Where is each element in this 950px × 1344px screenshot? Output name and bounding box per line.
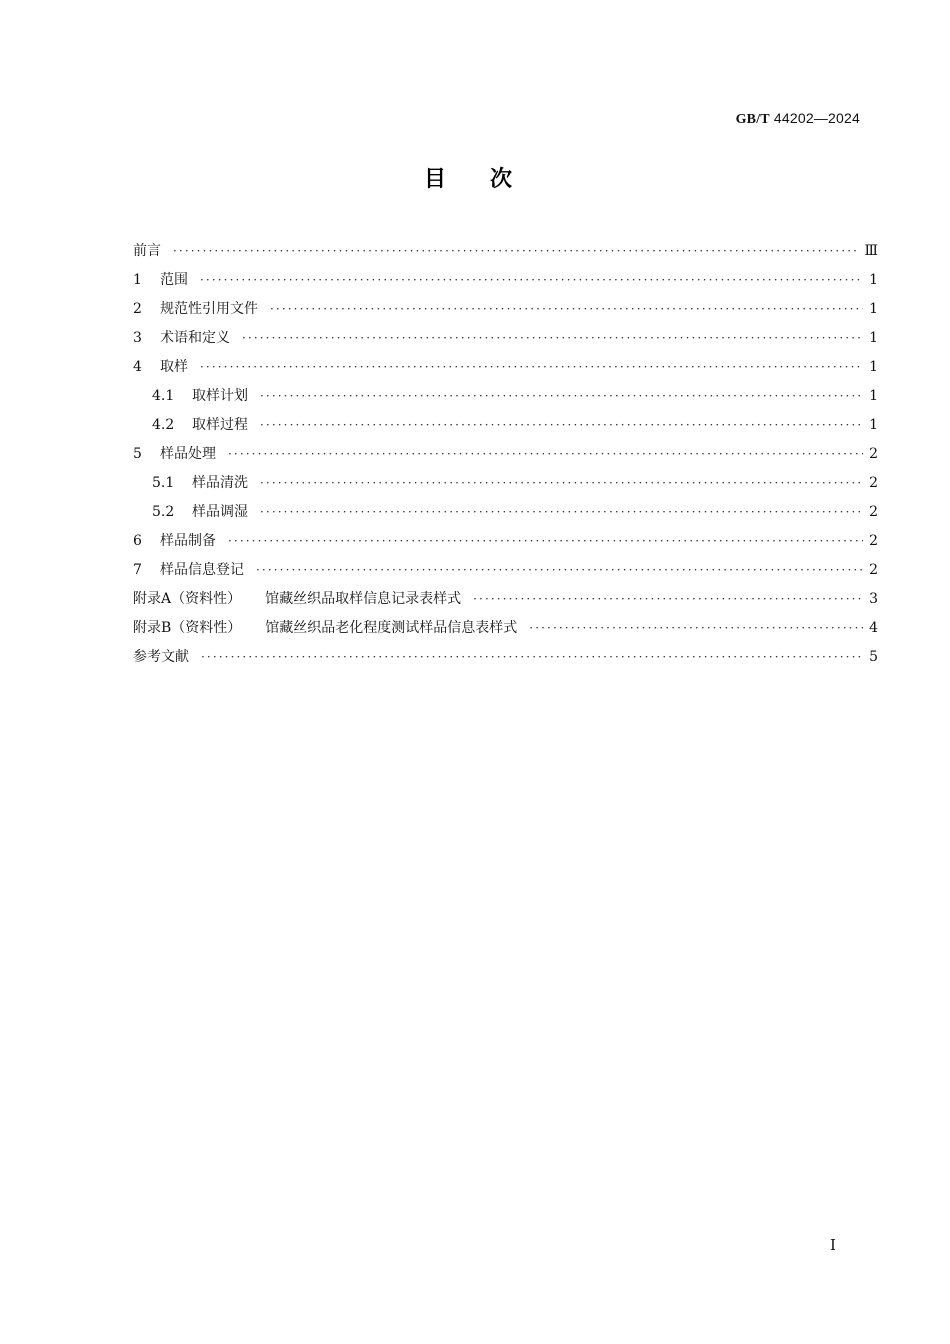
toc-page-number: 4 — [869, 620, 878, 636]
toc-page-number: 2 — [869, 504, 878, 520]
dot-leader — [228, 534, 863, 548]
toc-entry-3[interactable] — [133, 327, 878, 356]
toc-section-number: 5.2 — [152, 504, 175, 520]
toc-label: 样品信息登记 — [160, 562, 244, 578]
toc-page-number: 2 — [869, 562, 878, 578]
toc-entry-2[interactable] — [133, 298, 878, 327]
toc-section-number: 4.2 — [152, 417, 175, 433]
toc-entry-references[interactable] — [133, 646, 878, 675]
toc-label: 样品清洗 — [192, 475, 248, 491]
toc-label: 参考文献 — [133, 649, 189, 665]
dot-leader — [173, 244, 858, 258]
dot-leader — [242, 331, 863, 345]
toc-entry-5-2[interactable] — [133, 501, 878, 530]
toc-appendix-title: 馆藏丝织品取样信息记录表样式 — [265, 591, 462, 607]
toc-section-number: 7 — [133, 562, 142, 578]
toc-label: 样品处理 — [160, 446, 216, 462]
page-title: 目次 — [423, 167, 556, 192]
dot-leader — [473, 592, 863, 606]
toc-entry-5[interactable] — [133, 443, 878, 472]
toc-section-number: 4 — [133, 359, 142, 375]
toc-entry-4-2[interactable] — [133, 414, 878, 443]
toc-label: 范围 — [160, 272, 188, 288]
toc-label: 附录B（资料性） — [133, 620, 242, 636]
toc-page-number: 5 — [869, 649, 878, 665]
page-number: Ⅰ — [830, 1236, 836, 1254]
dot-leader — [270, 302, 863, 316]
toc-section-number: 1 — [133, 272, 142, 288]
toc-page-number: 1 — [869, 359, 878, 375]
dot-leader — [260, 476, 863, 490]
toc-page-number: 1 — [869, 417, 878, 433]
toc-page-number: 2 — [869, 475, 878, 491]
toc-section-number: 2 — [133, 301, 142, 317]
toc-section-number: 6 — [133, 533, 142, 549]
toc-label: 规范性引用文件 — [160, 301, 258, 317]
standard-prefix: GB/T — [735, 112, 770, 127]
toc-page-number: 1 — [869, 272, 878, 288]
dot-leader — [200, 360, 863, 374]
toc-entry-4-1[interactable] — [133, 385, 878, 414]
toc-entry-7[interactable] — [133, 559, 878, 588]
toc-section-number: 4.1 — [152, 388, 175, 404]
toc-entry-foreword[interactable] — [133, 240, 878, 269]
toc-section-number: 5 — [133, 446, 142, 462]
table-of-contents — [133, 240, 878, 675]
dot-leader — [529, 621, 863, 635]
toc-page-number: 1 — [869, 388, 878, 404]
toc-label: 样品制备 — [160, 533, 216, 549]
toc-section-number: 5.1 — [152, 475, 175, 491]
toc-page-number: Ⅲ — [864, 243, 878, 259]
standard-number — [736, 110, 860, 128]
toc-appendix-title: 馆藏丝织品老化程度测试样品信息表样式 — [265, 620, 518, 636]
toc-label: 取样过程 — [192, 417, 248, 433]
standard-code: 44202—2024 — [769, 110, 860, 126]
dot-leader — [200, 273, 863, 287]
toc-page-number: 3 — [869, 591, 878, 607]
dot-leader — [260, 389, 863, 403]
toc-entry-1[interactable] — [133, 269, 878, 298]
dot-leader — [201, 650, 863, 664]
toc-label: 附录A（资料性） — [133, 591, 242, 607]
dot-leader — [228, 447, 863, 461]
toc-page-number: 2 — [869, 533, 878, 549]
toc-label: 前言 — [133, 243, 161, 259]
toc-entry-appendix-a[interactable] — [133, 588, 878, 617]
dot-leader — [260, 505, 863, 519]
toc-entry-5-1[interactable] — [133, 472, 878, 501]
toc-label: 样品调湿 — [192, 504, 248, 520]
toc-label: 术语和定义 — [160, 330, 230, 346]
toc-page-number: 2 — [869, 446, 878, 462]
dot-leader — [260, 418, 863, 432]
toc-entry-appendix-b[interactable] — [133, 617, 878, 646]
toc-page-number: 1 — [869, 301, 878, 317]
toc-page-number: 1 — [869, 330, 878, 346]
toc-label: 取样计划 — [192, 388, 248, 404]
dot-leader — [256, 563, 863, 577]
toc-section-number: 3 — [133, 330, 142, 346]
toc-entry-6[interactable] — [133, 530, 878, 559]
toc-label: 取样 — [160, 359, 188, 375]
toc-entry-4[interactable] — [133, 356, 878, 385]
